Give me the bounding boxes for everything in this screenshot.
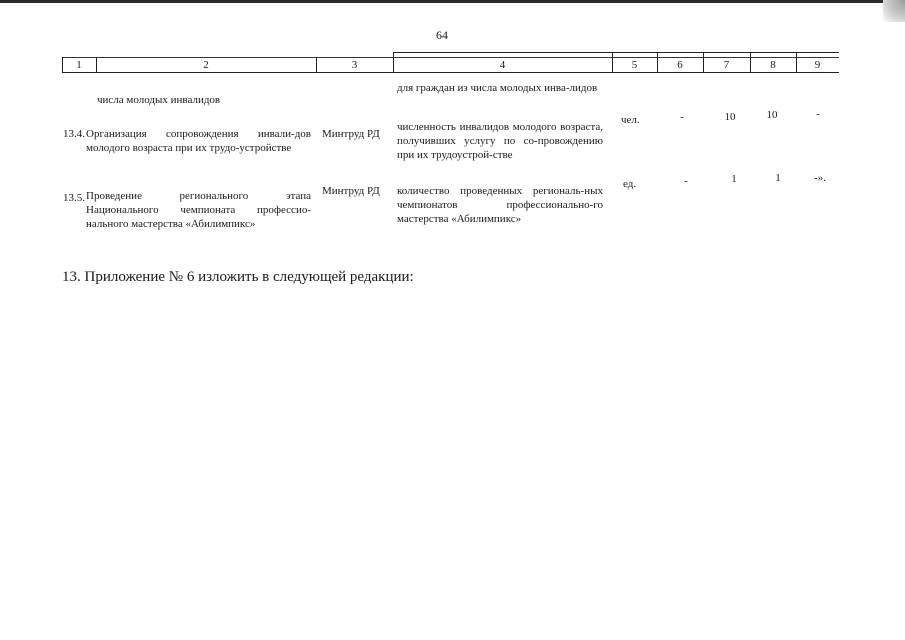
indicator-text: численность инвалидов молодого возраста, получивших услугу по со-провождению при их трудоустрой-стве xyxy=(397,121,603,161)
column-header-2: 2 xyxy=(203,59,209,71)
row-number: 13.5. xyxy=(63,192,85,204)
column-header-9: 9 xyxy=(814,59,821,71)
unit-text: ед. xyxy=(623,178,637,190)
executor-text: Минтруд РД xyxy=(322,185,380,197)
executor-text: Минтруд РД xyxy=(322,128,380,140)
value-col6: - xyxy=(684,175,688,187)
row-number: 13.4. xyxy=(63,128,85,140)
column-header-3: 3 xyxy=(351,59,358,71)
scan-edge xyxy=(0,0,905,3)
value-col9: -». xyxy=(814,172,826,184)
unit-text: чел. xyxy=(621,114,640,126)
header-top-border xyxy=(393,52,839,53)
column-header-5: 5 xyxy=(631,59,638,71)
value-col7: 10 xyxy=(724,111,736,123)
activity-text: Проведение регионального этапа Национального чемпионата профессио-нального мастерства «Абилимпикс» xyxy=(86,190,311,230)
column-header-6: 6 xyxy=(677,59,683,71)
scan-corner-shadow xyxy=(883,0,905,22)
column-header-8: 8 xyxy=(770,59,776,71)
page-number: 64 xyxy=(436,28,448,42)
continuation-activity: числа молодых инвалидов xyxy=(97,94,221,106)
header-bottom-border xyxy=(62,72,839,73)
value-col9: - xyxy=(816,108,820,120)
value-col6: - xyxy=(680,111,684,123)
activity-text: Организация сопровождения инвали-дов молодого возраста при их трудо-устройстве xyxy=(86,128,311,154)
value-col7: 1 xyxy=(731,173,737,185)
continuation-indicator: для граждан из числа молодых инва-лидов xyxy=(397,82,598,94)
value-col8: 1 xyxy=(775,172,781,184)
amendment-instruction: 13. Приложение № 6 изложить в следующей редакции: xyxy=(62,269,414,285)
column-header-1: 1 xyxy=(76,59,82,71)
column-header-4: 4 xyxy=(499,59,506,71)
value-col8: 10 xyxy=(766,109,778,121)
column-header-7: 7 xyxy=(723,59,730,71)
indicator-text: количество проведенных региональ-ных чемпионатов профессионально-го мастерства «Абилимпикс» xyxy=(397,185,603,225)
